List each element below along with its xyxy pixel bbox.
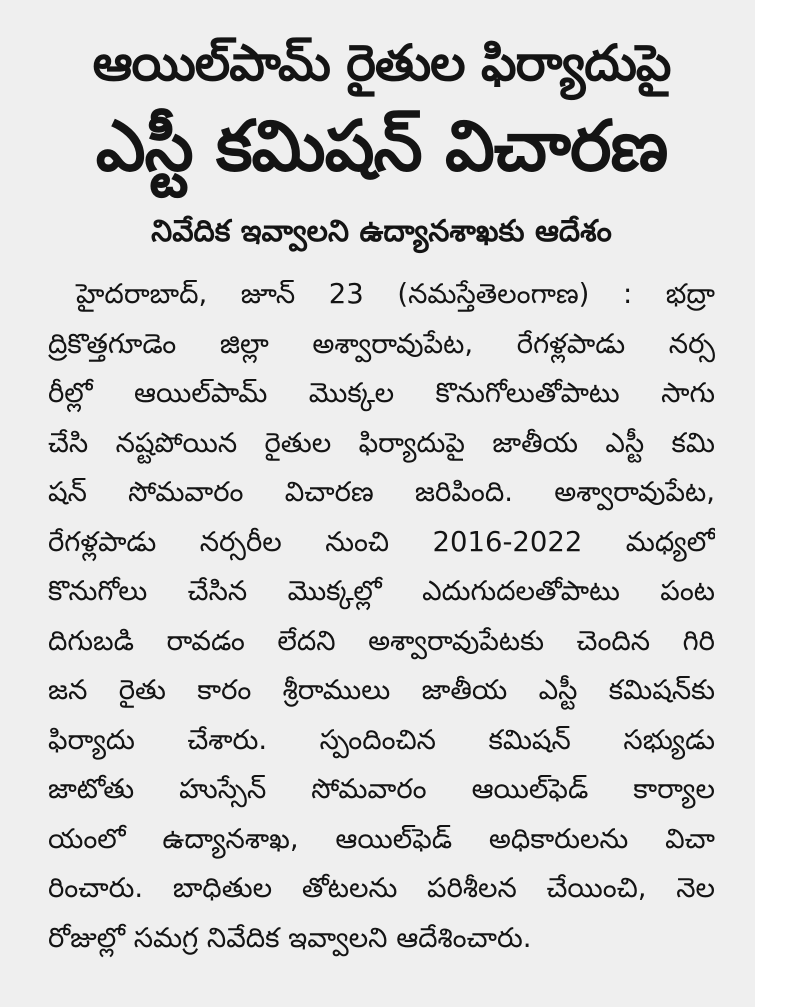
body-line: షన్ సోమవారం విచారణ జరిపింది. అశ్వారావుపేట,: [48, 476, 715, 508]
body-line: ఫిర్యాదు చేశారు. స్పందించిన కమిషన్ సభ్యుడు: [48, 723, 715, 756]
body-line: జన రైతు కారం శ్రీరాములు జాతీయ ఎస్టీ కమిషన్‌కు: [48, 674, 715, 706]
body-line: కొనుగోలు చేసిన మొక్కల్లో ఎదుగుదలతోపాటు పంట: [48, 575, 715, 607]
body-line: రోజుల్లో సమగ్ర నివేదిక ఇవ్వాలని ఆదేశించారు.: [48, 921, 532, 954]
body-line: దిగుబడి రావడం లేదని అశ్వారావుపేటకు చెందిన గిరి: [48, 624, 715, 657]
body-line: హైదరాబాద్, జూన్ 23 (నమస్తేతెలంగాణ) : భద్రా: [76, 278, 715, 310]
subheadline: నివేదిక ఇవ్వాలని ఉద్యానశాఖకు ఆదేశం: [151, 214, 612, 249]
headline-line-1: ఆయిల్‌పామ్ రైతుల ఫిర్యాదుపై: [92, 34, 671, 92]
body-line: ద్రికొత్తగూడెం జిల్లా అశ్వారావుపేట, రేగళ్లపాడు నర్స: [48, 327, 715, 360]
body-line: యంలో ఉద్యానశాఖ, ఆయిల్‌ఫెడ్ అధికారులను విచా: [48, 822, 715, 855]
body-line: జాటోతు హుస్సేన్ సోమవారం ఆయిల్‌ఫెడ్ కార్యాల: [48, 773, 715, 805]
headline-line-2: ఎస్టీ కమిషన్ విచారణ: [95, 105, 668, 187]
page-margin: [755, 0, 800, 1007]
article-body: [48, 270, 715, 963]
body-line: రించారు. బాధితుల తోటలను పరిశీలన చేయించి, నెల: [48, 872, 715, 904]
body-line: చేసి నష్టపోయిన రైతుల ఫిర్యాదుపై జాతీయ ఎస్టీ కమి: [48, 426, 715, 459]
body-line: రీల్లో ఆయిల్‌పామ్ మొక్కల కొనుగోలుతోపాటు సాగు: [48, 377, 715, 409]
body-line: రేగళ్లపాడు నర్సరీల నుంచి 2016-2022 మధ్యలో: [48, 525, 715, 558]
